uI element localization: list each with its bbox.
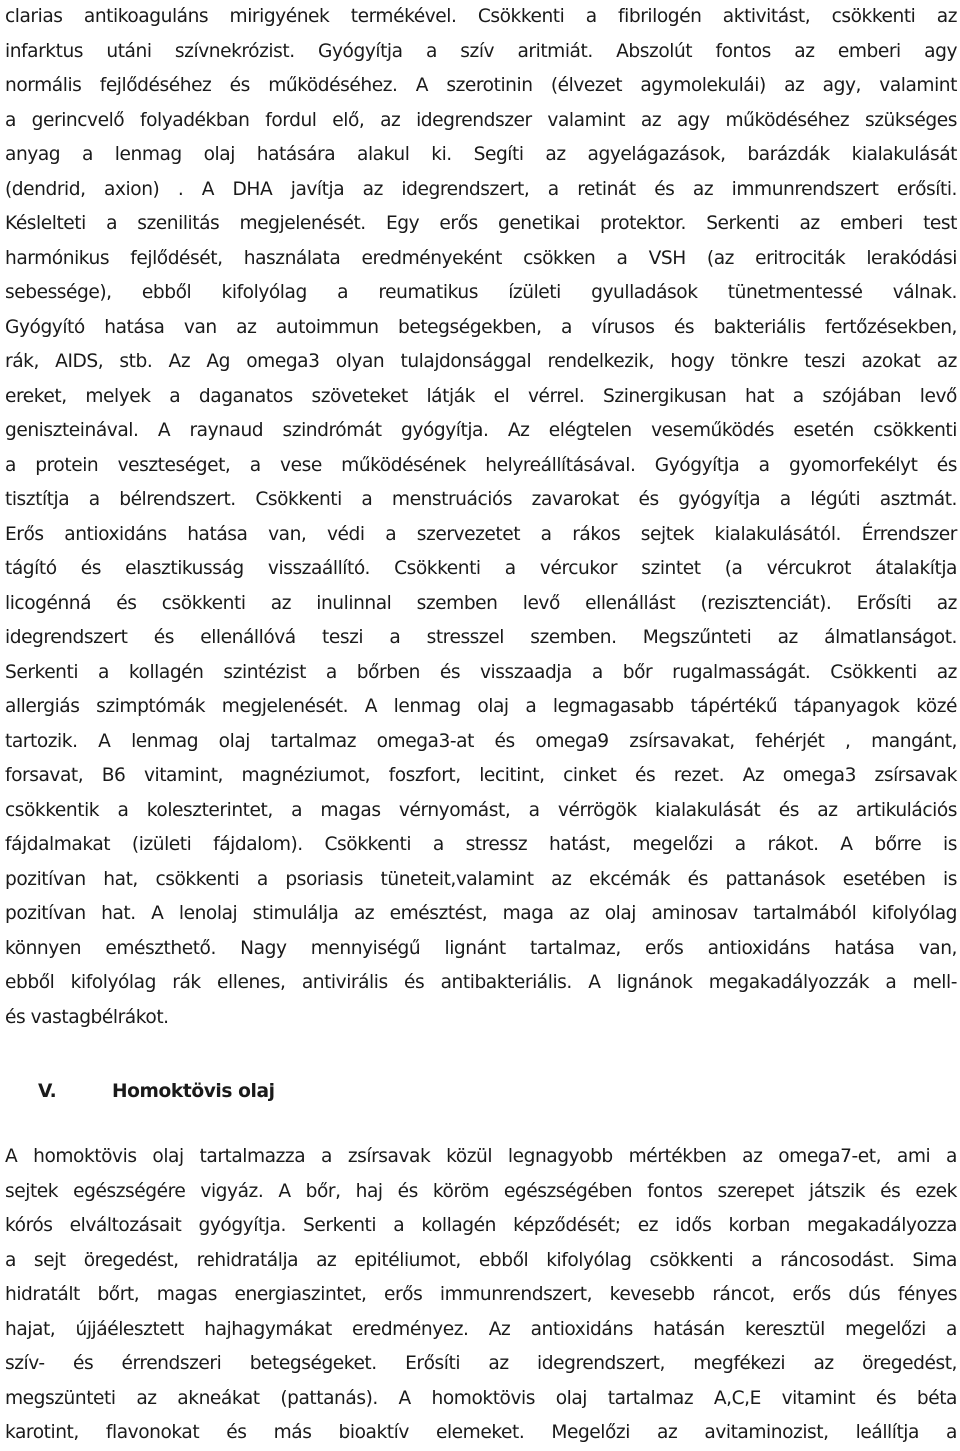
text-line: rák, AIDS, stb. Az Ag omega3 olyan tulajdonsággal rendelkezik, hogy tönkre teszi azokat az — [5, 351, 957, 372]
text-line: karotint, flavonokat és más bioaktív elemeket. Megelőzi az avitaminozist, leállítja a — [5, 1422, 957, 1443]
text-line: (dendrid, axion) . A DHA javítja az idegrendszert, a retinát és az immunrendszert erősíti. — [5, 178, 957, 200]
section-number: V. — [38, 1081, 57, 1102]
text-line: szív- és érrendszeri betegségeket. Erősíti az idegrendszert, megfékezi az öregedést, — [5, 1353, 957, 1374]
section-heading — [5, 1075, 957, 1109]
text-line: forsavat, B6 vitamint, magnéziumot, foszfort, lecitint, cinket és rezet. Az omega3 zsírsavak — [5, 765, 957, 786]
text-line: infarktus utáni szívnekrózist. Gyógyítja a szív aritmiát. Abszolút fontos az emberi agy — [5, 40, 957, 62]
text-line: kórós elváltozásait gyógyítja. Serkenti a kollagén képződését; ez idős korban megakadályozza — [5, 1215, 957, 1236]
text-line: pozitívan hat, csökkenti a psoriasis tüneteit,valamint az ekcémák és pattanások esetében is — [5, 868, 957, 890]
text-line: ereket, melyek a daganatos szöveteket látják el vérrel. Szinergikusan hat a szójában levő — [5, 385, 957, 407]
text-line: anyag a lenmag olaj hatására alakul ki. Segíti az agyelágazások, barázdák kialakulását — [5, 144, 957, 165]
text-line: tisztítja a bélrendszert. Csökkenti a menstruációs zavarokat és gyógyítja a légúti asztmát. — [5, 489, 957, 510]
text-line: hajat, újjáélesztett hajhagymákat eredményez. Az antioxidáns hatásán keresztül megelőzi a — [5, 1318, 957, 1340]
text-line: Serkenti a kollagén szintézist a bőrben és visszaadja a bőr rugalmasságát. Csökkenti az — [5, 661, 957, 683]
text-line: Késlelteti a szenilitás megjelenését. Egy erős genetikai protektor. Serkenti az emberi test — [5, 213, 957, 234]
text-line: a sejt öregedést, rehidratálja az epitéliumot, ebből kifolyólag csökkenti a ráncosodást. Sima — [5, 1249, 957, 1271]
text-line: A homoktövis olaj tartalmazza a zsírsavak közül legnagyobb mértékben az omega7-et, ami a — [5, 1146, 957, 1167]
section-title: Homoktövis olaj — [112, 1081, 275, 1102]
body-paragraph — [5, 0, 957, 1035]
text-line: csökkentik a koleszterintet, a magas vérnyomást, a vérrögök kialakulását és az artikulációs — [5, 799, 957, 821]
text-line: pozitívan hat. A lenolaj stimulálja az emésztést, maga az olaj aminosav tartalmából kifolyólag — [5, 903, 957, 924]
body-paragraph — [5, 1140, 957, 1451]
text-line: a protein veszteséget, a vese működésének helyreállításával. Gyógyítja a gyomorfekélyt és — [5, 454, 957, 476]
text-line: licogénná és csökkenti az inulinnal szemben levő ellenállást (rezisztenciát). Erősíti az — [5, 592, 957, 614]
text-line: hidratált bőrt, magas energiaszintet, erős immunrendszert, kevesebb ráncot, erős dús fényes — [5, 1284, 957, 1305]
text-line: fájdalmakat (izületi fájdalom). Csökkenti a stressz hatást, megelőzi a rákot. A bőrre is — [5, 834, 957, 855]
text-line: megszünteti az akneákat (pattanás). A homoktövis olaj tartalmaz A,C,E vitamint és béta — [5, 1387, 957, 1409]
text-line: Gyógyító hatása van az autoimmun betegségekben, a vírusos és bakteriális fertőzésekben, — [5, 316, 957, 338]
text-line: tartozik. A lenmag olaj tartalmaz omega3-at és omega9 zsírsavakat, fehérjét , mangánt, — [5, 730, 957, 752]
text-line: ebből kifolyólag rák ellenes, antivirális és antibakteriális. A lignánok megakadályozzák a mell- — [5, 972, 957, 993]
text-line: geniszteinával. A raynaud szindrómát gyógyítja. Az elégtelen veseműködés esetén csökkenti — [5, 420, 957, 441]
document-page — [5, 0, 957, 1451]
text-line: és vastagbélrákot. — [5, 1006, 169, 1028]
text-line: sejtek egészségére vigyáz. A bőr, haj és köröm egészségében fontos szerepet játszik és ezek — [5, 1180, 957, 1202]
text-line: clarias antikoaguláns mirigyének termékével. Csökkenti a fibrilogén aktivitást, csökkenti az — [5, 6, 957, 27]
text-line: a gerincvelő folyadékban fordul elő, az idegrendszer valamint az agy működéséhez szükséges — [5, 109, 957, 131]
text-line: sebessége), ebből kifolyólag a reumatikus ízületi gyulladások tünetmentessé válnak. — [5, 282, 957, 303]
text-line: könnyen emészthető. Nagy mennyiségű lignánt tartalmaz, erős antioxidáns hatása van, — [5, 937, 957, 959]
text-line: tágító és elasztikusság visszaállító. Csökkenti a vércukor szintet (a vércukrot átalakítja — [5, 558, 957, 579]
text-line: normális fejlődéséhez és működéséhez. A szerotinin (élvezet agymolekulái) az agy, valamint — [5, 75, 957, 96]
text-line: idegrendszert és ellenállóvá teszi a stresszel szemben. Megszűnteti az álmatlanságot. — [5, 627, 957, 648]
text-line: harmónikus fejlődését, használata eredményeként csökken a VSH (az eritrociták lerakódási — [5, 247, 957, 269]
text-line: Erős antioxidáns hatása van, védi a szervezetet a rákos sejtek kialakulásától. Érrendszer — [5, 523, 957, 545]
text-line: allergiás szimptómák megjelenését. A lenmag olaj a legmagasabb tápértékű tápanyagok közé — [5, 696, 957, 717]
